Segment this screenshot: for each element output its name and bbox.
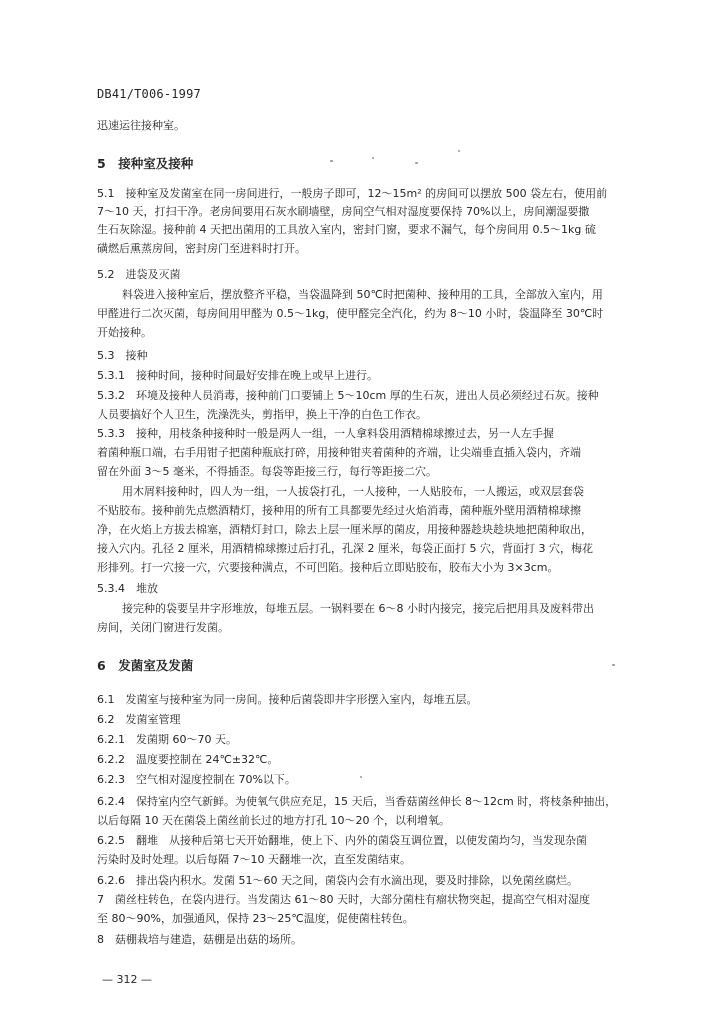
- text-line: 形排列。打一穴接一穴，穴要接种满点，不可凹陷。接种后立即贴胶布，胶布大小为 3×3cm。: [97, 561, 559, 574]
- text-line: 不贴胶布。接种前先点燃酒精灯，接种用的所有工具都要先经过火焰消毒，菌种瓶外壁用酒精棉球擦: [97, 504, 581, 517]
- subsection-heading: 6.2 发菌室管理: [97, 713, 181, 726]
- text-line: 6.2.6 排出袋内积水。发菌 51～60 天之间，菌袋内会有水滴出现，要及时排除，以免菌丝腐烂。: [97, 874, 578, 887]
- text-line: 5.1 接种室及发菌室在同一房间进行，一般房子即可，12～15m² 的房间可以摆放 500 袋左右，使用前: [97, 187, 608, 200]
- text-line: 料袋进入接种室后，摆放整齐平稳，当袋温降到 50℃时把菌种、接种用的工具，全部放入室内，用: [122, 288, 603, 301]
- text-line: 污染时及时处理。以后每隔 7～10 天翻堆一次，直至发菌结束。: [97, 853, 411, 866]
- scan-speck: [360, 776, 362, 778]
- scan-speck: [458, 150, 460, 152]
- text-line: 甲醛进行二次灭菌，每房间用甲醛为 0.5～1kg，使甲醛完全汽化，约为 8～10 小时，袋温降至 30℃时: [97, 307, 604, 320]
- text-line: 迅速运往接种室。: [97, 119, 185, 132]
- text-line: 净，在火焰上方拔去棉塞，酒精灯封口，除去上层一厘米厚的菌皮，用接种器趁块趁块地把菌种取出，: [97, 523, 592, 536]
- text-line: 至 80～90%，加强通风，保持 23～25℃温度，促使菌柱转色。: [97, 912, 414, 925]
- text-line: 6.2.5 翻堆 从接种后第七天开始翻堆，使上下、内外的菌袋互调位置，以使发菌均匀，当发现杂菌: [97, 834, 587, 847]
- subsection-heading: 5.2 进袋及灭菌: [97, 268, 181, 281]
- text-line: 7 菌丝柱转色，在袋内进行。当发菌达 61～80 天时，大部分菌柱有瘤状物突起，提高空气相对湿度: [97, 893, 590, 906]
- scan-speck: [372, 157, 374, 159]
- text-line: 以后每隔 10 天在菌袋上菌丝前长过的地方打孔 10～20 个，以利增氧。: [97, 814, 450, 827]
- text-line: 8 菇棚栽培与建造，菇棚是出菇的场所。: [97, 933, 302, 946]
- subsection-heading: 5.3.4 堆放: [97, 582, 158, 595]
- document-header-id: DB41/T006-1997: [97, 87, 201, 101]
- text-line: 6.1 发菌室与接种室为同一房间。接种后菌袋即井字形摆入室内，每堆五层。: [97, 693, 478, 706]
- text-line: 留在外面 3～5 毫米，不得插歪。每袋等距接三行，每行等距接二穴。: [97, 465, 437, 478]
- text-line: 人员要搞好个人卫生，洗澡洗头，剪指甲，换上干净的白色工作衣。: [97, 408, 427, 421]
- text-line: 开始接种。: [97, 326, 152, 339]
- text-line: 7～10 天，打扫干净。老房间要用石灰水刷墙壁，房间空气相对湿度要保持 70%以上，房间潮湿要撒: [97, 205, 590, 218]
- text-line: 6.2.1 发菌期 60～70 天。: [97, 733, 237, 746]
- text-line: 磺燃后熏蒸房间，密封房门至进料时打开。: [97, 242, 306, 255]
- text-line: 6.2.2 温度要控制在 24℃±32℃。: [97, 753, 279, 766]
- text-line: 用木屑料接种时，四人为一组，一人拔袋打孔，一人接种，一人贴胶布，一人搬运，或双层套袋: [122, 485, 584, 498]
- text-line: 6.2.3 空气相对湿度控制在 70%以下。: [97, 773, 296, 786]
- text-line: 生石灰除湿。接种前 4 天把出菌用的工具放入室内，密封门窗，要求不漏气，每个房间用 0.5～1kg 硫: [97, 223, 596, 236]
- text-line: 5.3.1 接种时间，接种时间最好安排在晚上或早上进行。: [97, 369, 378, 382]
- scan-speck: [330, 160, 333, 162]
- section-heading: 5 接种室及接种: [97, 156, 194, 171]
- page-number: — 312 —: [102, 973, 152, 986]
- section-heading: 6 发菌室及发菌: [97, 658, 194, 673]
- text-line: 着菌种瓶口端，右手用钳子把菌种瓶底打碎，用接种钳夹着菌种的齐端，让尖端垂直插入袋内，齐端: [97, 446, 581, 459]
- text-line: 5.3.2 环境及接种人员消毒，接种前门口要铺上 5～10cm 厚的生石灰，进出人员必须经过石灰。接种: [97, 389, 599, 402]
- text-line: 房间，关闭门窗进行发菌。: [97, 621, 229, 634]
- text-line: 5.3.3 接种，用枝条种接种时一般是两人一组，一人拿料袋用酒精棉球擦过去，另一人左手握: [97, 427, 554, 440]
- text-line: 接完种的袋要呈井字形堆放，每堆五层。一锅料要在 6～8 小时内接完，接完后把用具及废料带出: [122, 602, 594, 615]
- scan-speck: [415, 162, 418, 164]
- text-line: 6.2.4 保持室内空气新鲜。为使氧气供应充足，15 天后，当香菇菌丝伸长 8～12cm 时，将枝条种抽出，: [97, 795, 617, 808]
- subsection-heading: 5.3 接种: [97, 349, 148, 362]
- scan-speck: [612, 664, 615, 666]
- text-line: 接入穴内。孔径 2 厘米，用酒精棉球擦过后打孔，孔深 2 厘米，每袋正面打 5 穴，背面打 3 穴，梅花: [97, 542, 593, 555]
